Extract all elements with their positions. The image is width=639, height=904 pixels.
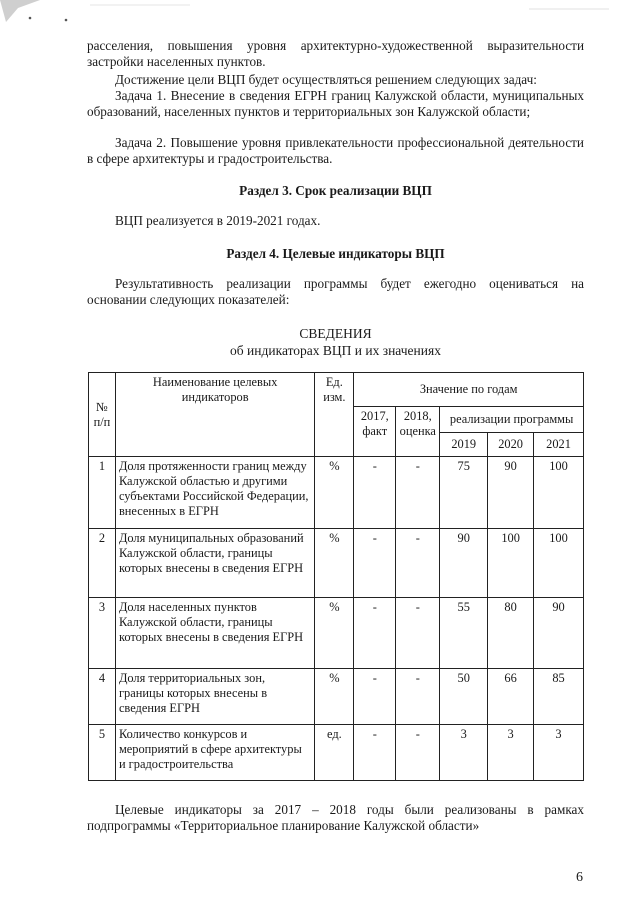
row-value-2021: 3 [534,725,584,781]
row-value-2019: 3 [440,725,488,781]
table-caption-title: СВЕДЕНИЯ [299,326,372,341]
row-num: 2 [89,529,116,598]
row-unit: % [315,457,354,529]
intro-paragraph: расселения, повышения уровня архитектурно-художественной выразительности застройки населенных пунктов. [87,38,584,69]
scan-artifact [529,4,609,14]
row-num: 3 [89,598,116,669]
row-num: 4 [89,669,116,725]
row-value-2018: - [396,529,440,598]
table-row [89,669,584,725]
row-unit: ед. [315,725,354,781]
row-value-2017: - [354,529,396,598]
row-value-2021: 85 [534,669,584,725]
row-value-2021: 90 [534,598,584,669]
header-2018: 2018, оценка [396,407,440,457]
header-realization: реализации программы [440,407,584,433]
table-row [89,598,584,669]
table-row [89,457,584,529]
section-3-title: Раздел 3. Срок реализации ВЦП [239,183,432,198]
row-value-2021: 100 [534,529,584,598]
row-value-2020: 100 [488,529,534,598]
row-indicator-name: Доля территориальных зон, границы которых внесены в сведения ЕГРН [115,669,314,725]
section-4-text: Результативность реализации программы будет ежегодно оцениваться на основании следующих показателей: [87,276,584,307]
header-2019: 2019 [440,433,488,457]
header-name: Наименование целевых индикаторов [115,373,314,457]
row-value-2019: 75 [440,457,488,529]
header-2021: 2021 [534,433,584,457]
row-value-2017: - [354,669,396,725]
scan-artifact [0,0,200,24]
row-value-2019: 90 [440,529,488,598]
row-indicator-name: Количество конкурсов и мероприятий в сфере архитектуры и градостроительства [115,725,314,781]
footer-paragraph: Целевые индикаторы за 2017 – 2018 годы были реализованы в рамках подпрограммы «Территориальное планирование Калужской области» [87,802,584,833]
row-value-2017: - [354,598,396,669]
header-2017: 2017, факт [354,407,396,457]
task-1: Задача 1. Внесение в сведения ЕГРН границ Калужской области, муниципальных образований, населенных пунктов и территориальных зон Калужской области; [87,88,584,119]
row-value-2018: - [396,457,440,529]
row-value-2020: 3 [488,725,534,781]
task-2: Задача 2. Повышение уровня привлекательности профессиональной деятельности в сфере архитектуры и градостроительства. [87,135,584,166]
row-indicator-name: Доля протяженности границ между Калужской областью и другими субъектами Российской Федерации, внесенных в ЕГРН [115,457,314,529]
row-value-2018: - [396,598,440,669]
page-number: 6 [576,870,583,885]
section-3-text: ВЦП реализуется в 2019-2021 годах. [115,213,321,228]
indicators-table [88,372,584,781]
row-value-2021: 100 [534,457,584,529]
table-row [89,529,584,598]
row-value-2020: 66 [488,669,534,725]
row-unit: % [315,669,354,725]
row-value-2019: 55 [440,598,488,669]
header-2020: 2020 [488,433,534,457]
header-unit: Ед. изм. [315,373,354,457]
row-num: 5 [89,725,116,781]
row-value-2020: 90 [488,457,534,529]
header-num: № п/п [89,373,116,457]
row-unit: % [315,598,354,669]
table-row [89,725,584,781]
row-indicator-name: Доля муниципальных образований Калужской области, границы которых внесены в сведения ЕГРН [115,529,314,598]
row-value-2017: - [354,457,396,529]
row-indicator-name: Доля населенных пунктов Калужской области, границы которых внесены в сведения ЕГРН [115,598,314,669]
intro-tasks-lead: Достижение цели ВЦП будет осуществляться решением следующих задач: [115,72,537,87]
row-value-2017: - [354,725,396,781]
table-caption-subtitle: об индикаторах ВЦП и их значениях [230,343,441,358]
row-value-2019: 50 [440,669,488,725]
header-values-by-year: Значение по годам [354,373,584,407]
section-4-title: Раздел 4. Целевые индикаторы ВЦП [226,246,445,261]
row-value-2018: - [396,725,440,781]
row-value-2020: 80 [488,598,534,669]
row-unit: % [315,529,354,598]
row-num: 1 [89,457,116,529]
row-value-2018: - [396,669,440,725]
